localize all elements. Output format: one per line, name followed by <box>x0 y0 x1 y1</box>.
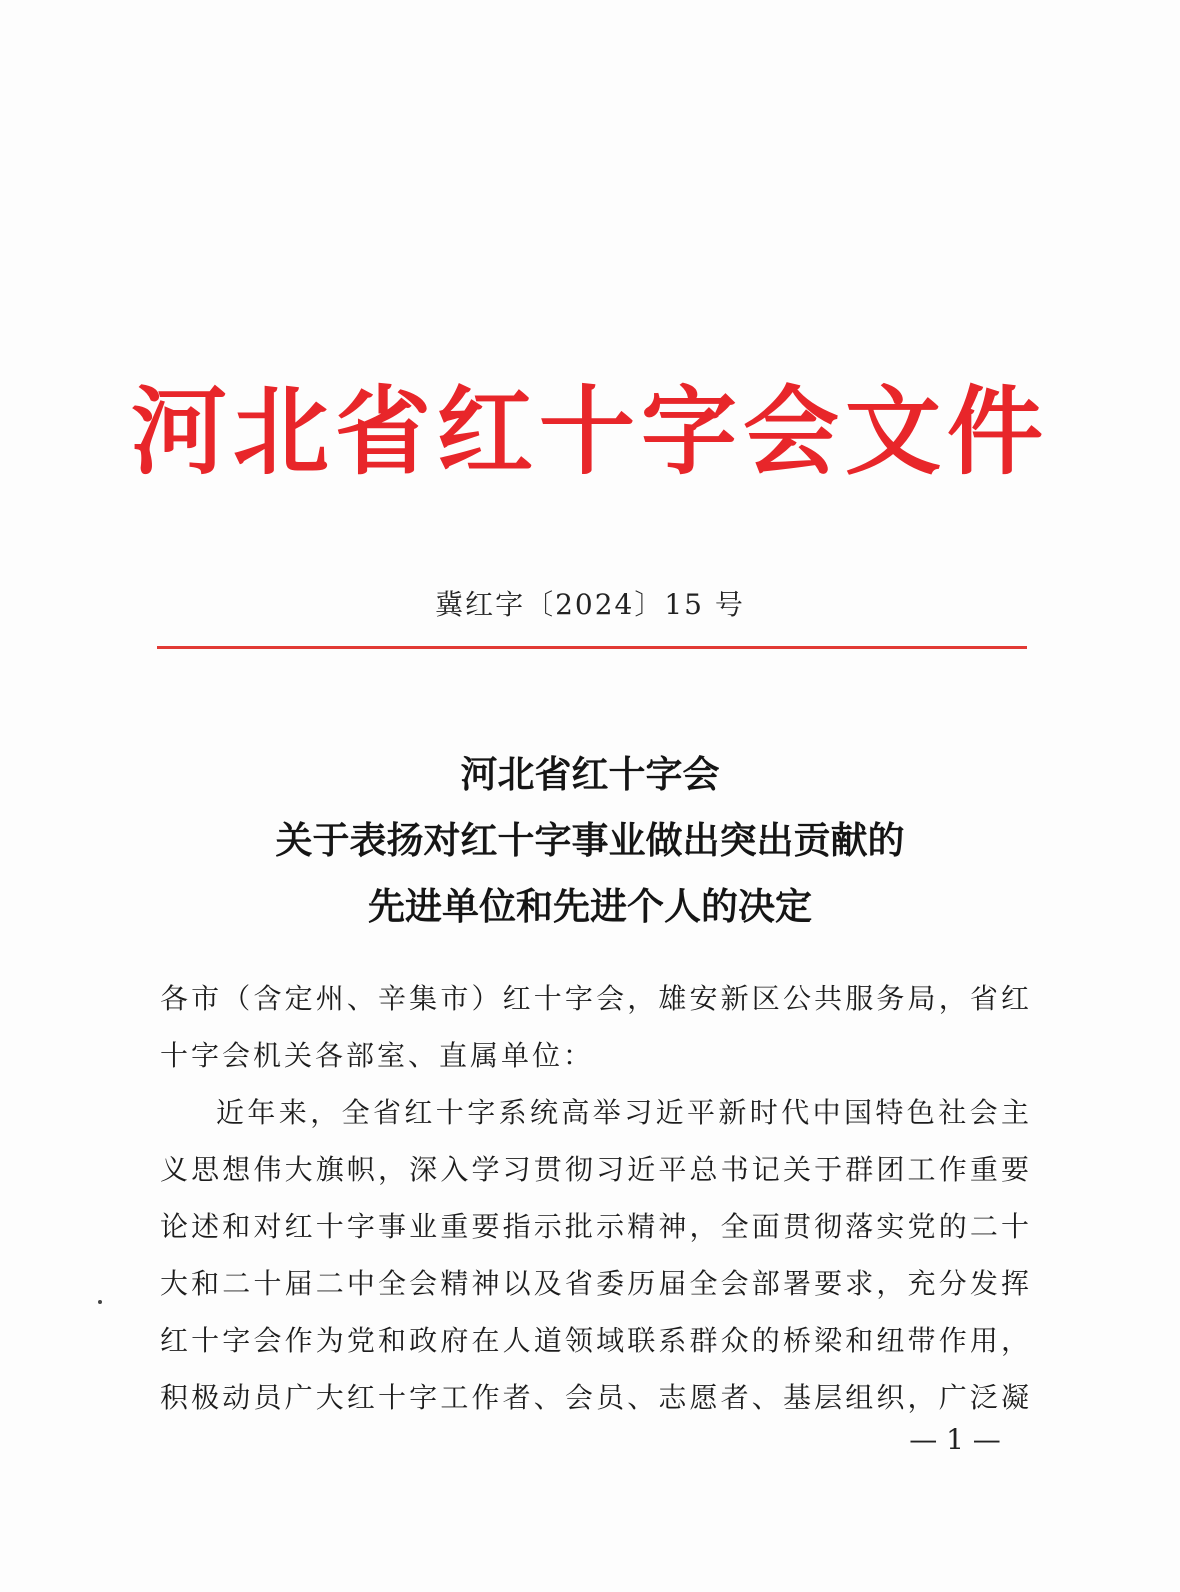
body-paragraph-line: 义思想伟大旗帜，深入学习贯彻习近平总书记关于群团工作重要 <box>160 1153 1030 1186</box>
body-paragraph-line: 大和二十届二中全会精神以及省委历届全会部署要求，充分发挥 <box>160 1267 1030 1300</box>
body-paragraph-line: 积极动员广大红十字工作者、会员、志愿者、基层组织，广泛凝 <box>160 1381 1030 1414</box>
body-paragraph-line: 近年来，全省红十字系统高举习近平新时代中国特色社会主 <box>216 1096 1030 1129</box>
title-line: 先进单位和先进个人的决定 <box>368 885 812 928</box>
title-line: 河北省红十字会 <box>460 753 720 796</box>
document-number: 冀红字〔2024〕15 号 <box>435 588 745 621</box>
title-line: 关于表扬对红十字事业做出突出贡献的 <box>275 819 905 862</box>
red-separator-line <box>157 646 1027 649</box>
document-title <box>0 742 1180 940</box>
addressee-line: 十字会机关各部室、直属单位： <box>160 1039 595 1072</box>
body-paragraph-line: 红十字会作为党和政府在人道领域联系群众的桥梁和纽带作用， <box>160 1324 1030 1357</box>
body-paragraph-line: 论述和对红十字事业重要指示批示精神，全面贯彻落实党的二十 <box>160 1210 1030 1243</box>
scan-speck <box>98 1300 102 1304</box>
addressee-line: 各市（含定州、辛集市）红十字会，雄安新区公共服务局，省红 <box>160 982 1030 1015</box>
document-body <box>160 970 1030 1426</box>
page-number: — 1 — <box>909 1423 1001 1456</box>
document-masthead: 河北省红十字会文件 <box>131 375 1049 488</box>
